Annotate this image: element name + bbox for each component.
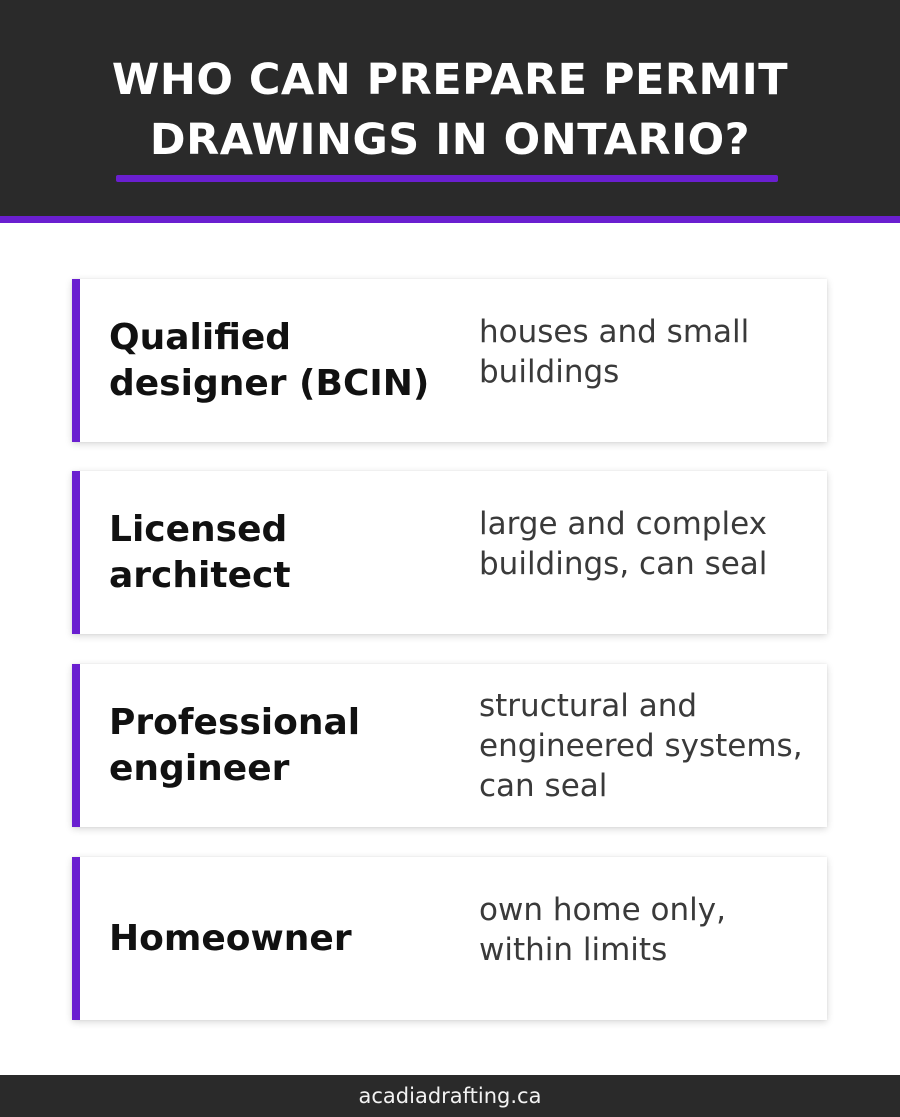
card-scope <box>479 664 824 827</box>
footer-website: acadiadrafting.ca <box>358 1084 542 1108</box>
card-scope-line: buildings <box>479 353 620 390</box>
card-role-line: designer (BCIN) <box>109 362 430 404</box>
card-licensed-architect <box>72 471 827 634</box>
header-divider <box>0 216 900 223</box>
card-scope <box>479 471 824 634</box>
card-scope-line: within limits <box>479 931 668 968</box>
page-title <box>0 50 900 170</box>
card-accent-bar <box>72 279 80 442</box>
card-qualified-designer <box>72 279 827 442</box>
card-role <box>109 279 454 442</box>
card-scope <box>479 279 824 442</box>
card-role-line: Homeowner <box>109 917 352 959</box>
card-role-line: architect <box>109 554 291 596</box>
card-scope <box>479 857 824 1020</box>
card-professional-engineer <box>72 664 827 827</box>
page-title-line-2: DRAWINGS IN ONTARIO? <box>149 115 751 165</box>
card-role <box>109 857 454 1020</box>
card-scope-line: large and complex <box>479 505 767 542</box>
footer-bar <box>0 1075 900 1117</box>
card-role <box>109 664 454 827</box>
card-role-line: engineer <box>109 747 290 789</box>
card-scope-line: structural and <box>479 687 698 724</box>
page-title-line-1: WHO CAN PREPARE PERMIT <box>111 55 789 105</box>
card-role-line: Licensed <box>109 508 288 550</box>
card-scope-line: buildings, can seal <box>479 545 768 582</box>
card-role <box>109 471 454 634</box>
title-underline <box>116 175 778 182</box>
card-scope-line: can seal <box>479 767 608 804</box>
card-accent-bar <box>72 471 80 634</box>
card-scope-line: own home only, <box>479 891 726 928</box>
card-accent-bar <box>72 664 80 827</box>
card-role-line: Professional <box>109 701 361 743</box>
card-homeowner <box>72 857 827 1020</box>
card-accent-bar <box>72 857 80 1020</box>
card-scope-line: engineered systems, <box>479 727 803 764</box>
card-scope-line: houses and small <box>479 313 750 350</box>
card-role-line: Qualified <box>109 316 292 358</box>
